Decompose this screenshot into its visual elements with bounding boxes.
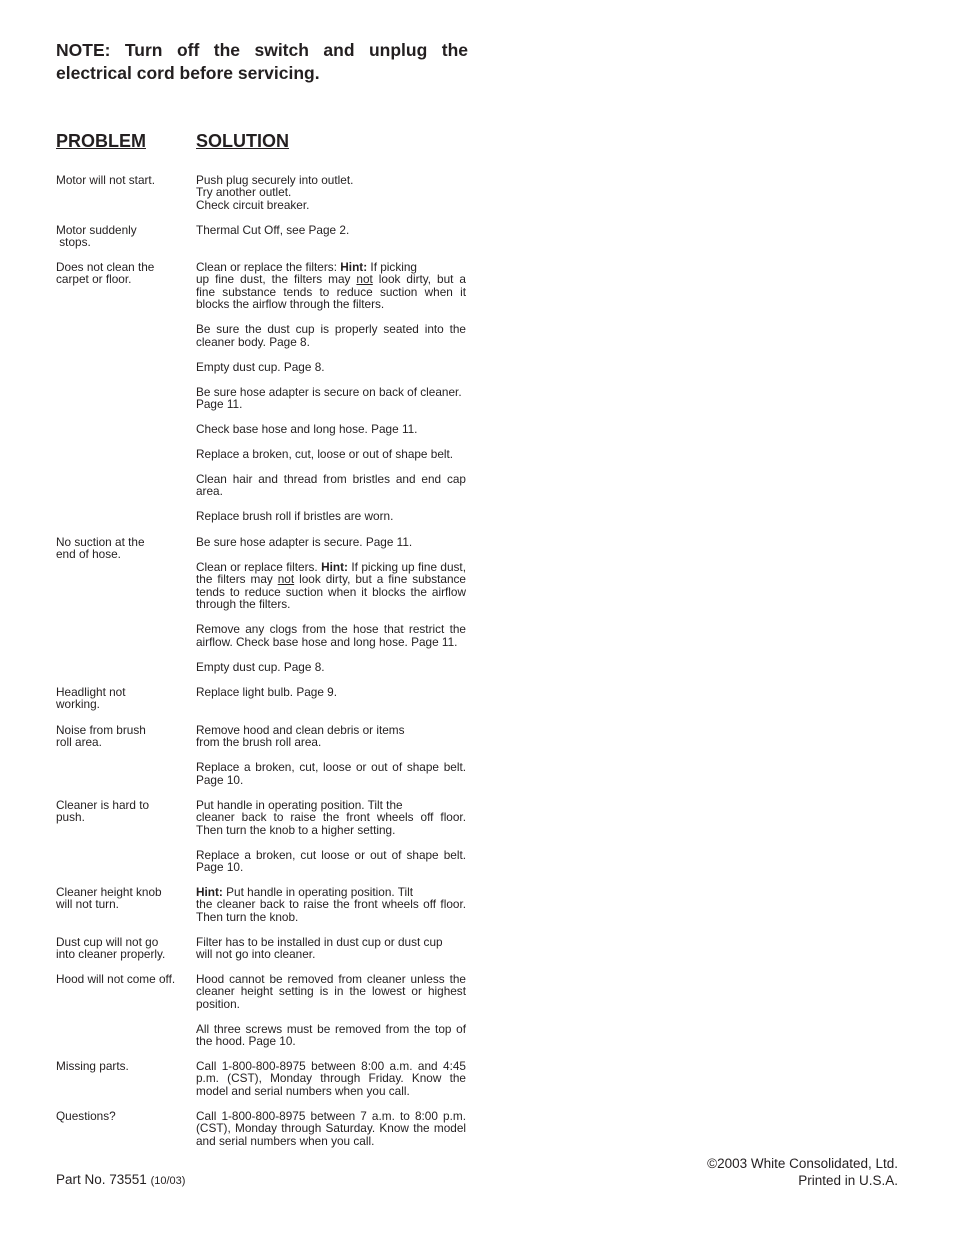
solution-paragraph [196, 1110, 466, 1147]
solution-line: Empty dust cup. Page 8. [196, 659, 325, 674]
solution-paragraph [196, 323, 466, 348]
problem-line: push. [56, 810, 85, 825]
solution-line: Call 1-800-800-8975 between 8:00 a.m. and 4:45 [196, 1059, 466, 1073]
table-row [56, 886, 468, 923]
solution-line: p.m. (CST), Monday through Friday. Know the [196, 1071, 466, 1086]
solution-paragraph [196, 661, 466, 673]
solution-cell [196, 724, 466, 786]
solution-paragraph [196, 761, 466, 786]
solution-line: Call 1-800-800-8975 between 7 a.m. to 8:00 p.m. [196, 1109, 466, 1123]
problem-line: end of hose. [56, 547, 121, 562]
solution-paragraph [196, 686, 466, 698]
problem-line: working. [56, 697, 100, 712]
table-row [56, 224, 468, 249]
solution-cell [196, 174, 466, 211]
part-number [56, 1172, 185, 1187]
problem-cell [56, 224, 196, 249]
solution-line: Page 10. [196, 860, 244, 875]
problem-line: Motor suddenly [56, 223, 137, 237]
solution-paragraph [196, 561, 466, 611]
problem-cell [56, 1110, 196, 1147]
solution-cell [196, 973, 466, 1048]
solution-line: Push plug securely into outlet. [196, 173, 354, 187]
problem-line: Noise from brush [56, 723, 146, 737]
solution-line: Hood cannot be removed from cleaner unless the [196, 972, 466, 986]
solution-line: the filters may not look dirty, but a fine substance [196, 572, 466, 587]
solution-line: Clean or replace the filters: Hint: If picking [196, 260, 417, 274]
solution-cell [196, 886, 466, 923]
table-row [56, 973, 468, 1048]
solution-line: Be sure hose adapter is secure. Page 11. [196, 535, 413, 549]
solution-paragraph [196, 473, 466, 498]
solution-paragraph [196, 423, 466, 435]
table-row [56, 936, 468, 961]
solution-line: airflow. Check base hose and long hose. Page 11. [196, 634, 458, 649]
solution-line: Be sure hose adapter is secure on back of cleaner. [196, 384, 462, 399]
problem-cell [56, 1060, 196, 1097]
solution-line: Hint: Put handle in operating position. Tilt [196, 885, 414, 899]
solution-cell [196, 1110, 466, 1147]
table-row [56, 686, 468, 711]
problem-line: Dust cup will not go [56, 935, 159, 949]
solution-line: cleaner back to raise the front wheels off floor. [196, 810, 466, 825]
problem-line: carpet or floor. [56, 272, 132, 287]
problem-heading: PROBLEM [56, 131, 146, 151]
solution-cell [196, 799, 466, 874]
problem-line: No suction at the [56, 535, 145, 549]
safety-note [56, 39, 468, 85]
problem-line: Motor will not start. [56, 173, 155, 187]
solution-paragraph [196, 623, 466, 648]
problem-cell [56, 973, 196, 1048]
solution-cell [196, 936, 466, 961]
solution-line: Replace brush roll if bristles are worn. [196, 509, 394, 524]
solution-line: Clean or replace filters. Hint: If picking up fine dust, [196, 560, 466, 574]
solution-line: tends to reduce suction when it blocks the airflow [196, 584, 466, 599]
solution-line: the cleaner back to raise the front wheels off floor. [196, 897, 466, 912]
problem-line: Missing parts. [56, 1059, 129, 1073]
problem-cell [56, 536, 196, 673]
solution-paragraph [196, 448, 466, 460]
solution-paragraph [196, 261, 466, 311]
problem-line: stops. [56, 235, 91, 250]
problem-line: roll area. [56, 735, 102, 750]
solution-paragraph [196, 361, 466, 373]
solution-line: Check base hose and long hose. Page 11. [196, 422, 418, 437]
note-line-2: electrical cord before servicing. [56, 63, 320, 83]
solution-line: Check circuit breaker. [196, 197, 310, 212]
solution-line: fine substance tends to reduce suction when it [196, 284, 466, 299]
solution-line: Page 10. [196, 772, 244, 787]
solution-cell [196, 261, 466, 523]
solution-paragraph [196, 536, 466, 548]
solution-paragraph [196, 973, 466, 1010]
solution-paragraph [196, 724, 466, 749]
problem-line: Cleaner height knob [56, 885, 162, 899]
solution-line: Be sure the dust cup is properly seated into the [196, 322, 466, 337]
solution-cell [196, 536, 466, 673]
solution-cell [196, 1060, 466, 1097]
problem-line: Questions? [56, 1109, 116, 1123]
solution-line: Remove hood and clean debris or items [196, 723, 405, 737]
solution-line: Replace a broken, cut, loose or out of shape belt. [196, 447, 454, 462]
table-row [56, 1060, 468, 1097]
problem-cell [56, 724, 196, 786]
solution-paragraph [196, 174, 466, 211]
solution-line: Clean hair and thread from bristles and end cap [196, 472, 466, 487]
copyright-block [707, 1155, 898, 1189]
solution-line: Put handle in operating position. Tilt the [196, 798, 403, 812]
problem-cell [56, 174, 196, 211]
solution-line: Replace a broken, cut loose or out of shape belt. [196, 847, 466, 862]
solution-line: cleaner body. Page 8. [196, 334, 310, 349]
part-no-text: Part No. 73551 [56, 1172, 147, 1187]
solution-line: Empty dust cup. Page 8. [196, 359, 325, 374]
solution-heading: SOLUTION [196, 131, 289, 151]
solution-line: Remove any clogs from the hose that restrict the [196, 622, 466, 637]
solution-line: the hood. Page 10. [196, 1034, 296, 1049]
solution-line: cleaner height setting is in the lowest or highest [196, 984, 466, 999]
table-row [56, 261, 468, 523]
solution-paragraph [196, 886, 466, 923]
solution-line: Then turn the knob. [196, 909, 299, 924]
solution-line: Page 11. [196, 397, 243, 412]
problem-line: Hood will not come off. [56, 972, 176, 986]
solution-line: and serial numbers when you call. [196, 1133, 375, 1148]
problem-cell [56, 261, 196, 523]
solution-line: up fine dust, the filters may not look dirty, but a [196, 272, 466, 287]
problem-line: Does not clean the [56, 260, 155, 274]
copyright-text: ©2003 White Consolidated, Ltd. [707, 1156, 898, 1171]
solution-line: Try another outlet. [196, 185, 292, 200]
solution-cell [196, 686, 466, 711]
solution-line: through the filters. [196, 597, 291, 612]
solution-line: Filter has to be installed in dust cup or dust cup [196, 935, 443, 949]
solution-paragraph [196, 224, 466, 236]
problem-line: Cleaner is hard to [56, 798, 150, 812]
table-row [56, 536, 468, 673]
table-row [56, 1110, 468, 1147]
problem-cell [56, 886, 196, 923]
printed-in-text: Printed in U.S.A. [798, 1173, 898, 1188]
table-row [56, 799, 468, 874]
table-row [56, 174, 468, 211]
solution-line: model and serial numbers when you call. [196, 1083, 410, 1098]
solution-paragraph [196, 1060, 466, 1097]
solution-line: Replace light bulb. Page 9. [196, 685, 338, 699]
solution-paragraph [196, 386, 466, 411]
solution-line: Then turn the knob to a higher setting. [196, 822, 396, 837]
solution-line: All three screws must be removed from the top of [196, 1021, 466, 1036]
solution-line: Thermal Cut Off, see Page 2. [196, 223, 350, 237]
solution-line: blocks the airflow through the filters. [196, 297, 385, 312]
problem-line: into cleaner properly. [56, 947, 166, 962]
solution-line: area. [196, 484, 223, 499]
solution-line: will not go into cleaner. [196, 947, 316, 962]
solution-line: Replace a broken, cut, loose or out of shape belt. [196, 760, 466, 775]
problem-line: will not turn. [56, 897, 119, 912]
problem-cell [56, 936, 196, 961]
solution-paragraph [196, 1023, 466, 1048]
solution-paragraph [196, 936, 466, 961]
table-row [56, 724, 468, 786]
solution-cell [196, 224, 466, 249]
solution-paragraph [196, 849, 466, 874]
problem-cell [56, 686, 196, 711]
solution-line: (CST), Monday through Saturday. Know the model [196, 1121, 466, 1136]
solution-line: from the brush roll area. [196, 735, 322, 750]
solution-line: position. [196, 996, 240, 1011]
note-line-1: NOTE: Turn off the switch and unplug the [56, 40, 468, 60]
solution-paragraph [196, 510, 466, 522]
date-code: (10/03) [150, 1175, 186, 1187]
problem-cell [56, 799, 196, 874]
problem-line: Headlight not [56, 685, 126, 699]
solution-paragraph [196, 799, 466, 836]
